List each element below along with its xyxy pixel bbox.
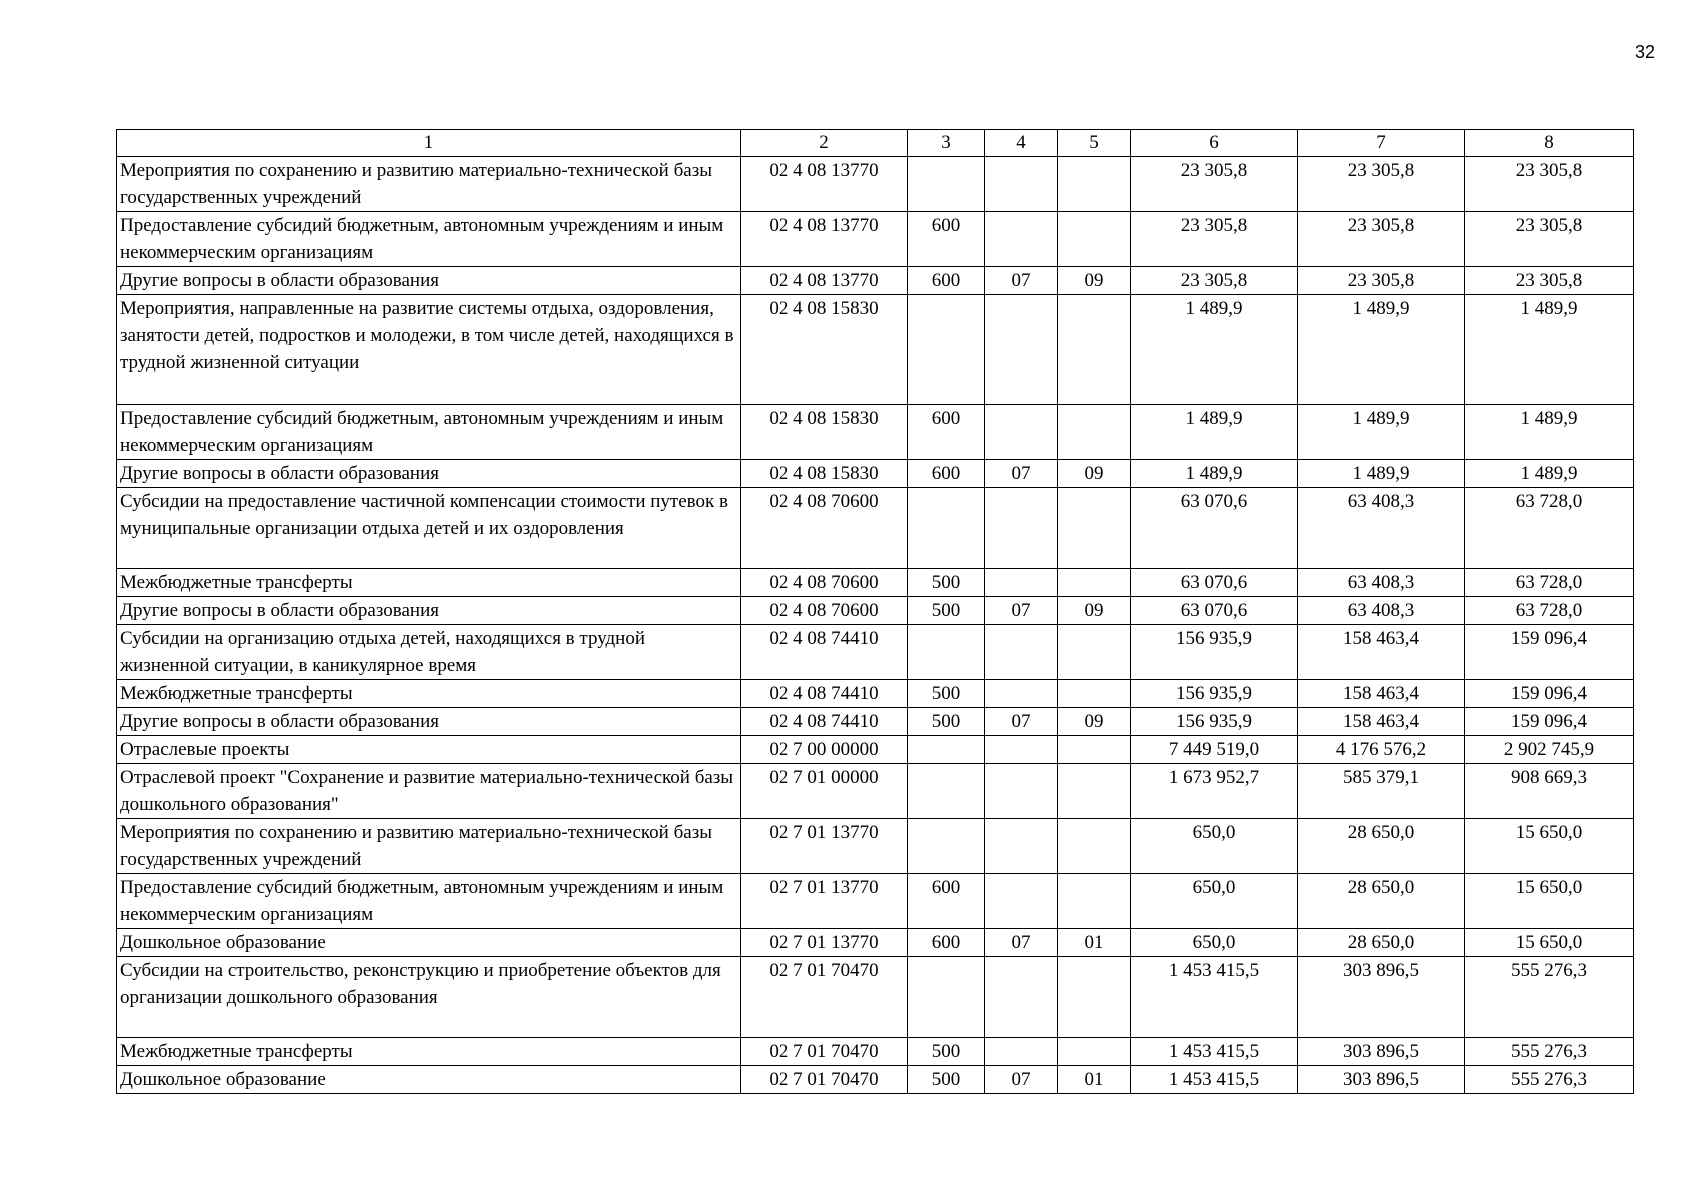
- table-row: [117, 1066, 1634, 1094]
- row-amount-col6: 23 305,8: [1131, 267, 1298, 295]
- row-subsection: 09: [1058, 460, 1131, 488]
- row-amount-col7: 28 650,0: [1298, 874, 1465, 929]
- row-amount-col8: 555 276,3: [1465, 1066, 1634, 1094]
- row-name: Другие вопросы в области образования: [117, 708, 741, 736]
- row-name: Субсидии на организацию отдыха детей, находящихся в трудной жизненной ситуации, в каникулярное время: [117, 625, 741, 680]
- row-expense-type: 600: [908, 874, 985, 929]
- row-section: [985, 1038, 1058, 1066]
- row-section: [985, 625, 1058, 680]
- row-amount-col7: 28 650,0: [1298, 929, 1465, 957]
- row-subsection: 01: [1058, 1066, 1131, 1094]
- row-subsection: [1058, 488, 1131, 569]
- row-code: 02 7 01 13770: [741, 819, 908, 874]
- row-section: [985, 295, 1058, 405]
- row-name: Другие вопросы в области образования: [117, 267, 741, 295]
- row-amount-col6: 156 935,9: [1131, 680, 1298, 708]
- row-amount-col8: 159 096,4: [1465, 625, 1634, 680]
- header-col-6: 6: [1131, 130, 1298, 157]
- row-code: 02 7 01 70470: [741, 1038, 908, 1066]
- row-amount-col8: 23 305,8: [1465, 157, 1634, 212]
- row-section: 07: [985, 929, 1058, 957]
- row-code: 02 7 01 70470: [741, 957, 908, 1038]
- row-expense-type: 600: [908, 267, 985, 295]
- row-amount-col8: 2 902 745,9: [1465, 736, 1634, 764]
- row-amount-col6: 1 489,9: [1131, 405, 1298, 460]
- table-row: [117, 597, 1634, 625]
- row-amount-col8: 63 728,0: [1465, 569, 1634, 597]
- table-row: [117, 625, 1634, 680]
- row-amount-col6: 63 070,6: [1131, 488, 1298, 569]
- table-header-row: [117, 130, 1634, 157]
- row-name: Другие вопросы в области образования: [117, 460, 741, 488]
- row-expense-type: [908, 957, 985, 1038]
- row-amount-col6: 650,0: [1131, 874, 1298, 929]
- row-subsection: 09: [1058, 708, 1131, 736]
- row-section: [985, 874, 1058, 929]
- row-amount-col6: 1 453 415,5: [1131, 957, 1298, 1038]
- row-amount-col7: 63 408,3: [1298, 597, 1465, 625]
- row-name: Предоставление субсидий бюджетным, автономным учреждениям и иным некоммерческим организациям: [117, 874, 741, 929]
- header-col-3: 3: [908, 130, 985, 157]
- row-section: [985, 212, 1058, 267]
- row-name: Межбюджетные трансферты: [117, 680, 741, 708]
- row-subsection: [1058, 680, 1131, 708]
- row-code: 02 4 08 15830: [741, 405, 908, 460]
- row-section: 07: [985, 1066, 1058, 1094]
- row-amount-col6: 1 489,9: [1131, 460, 1298, 488]
- row-code: 02 4 08 15830: [741, 295, 908, 405]
- row-expense-type: 500: [908, 1066, 985, 1094]
- row-subsection: 09: [1058, 267, 1131, 295]
- row-amount-col7: 585 379,1: [1298, 764, 1465, 819]
- header-col-4: 4: [985, 130, 1058, 157]
- row-expense-type: [908, 488, 985, 569]
- page-number: 32: [1634, 42, 1655, 62]
- row-amount-col7: 63 408,3: [1298, 488, 1465, 569]
- row-section: 07: [985, 460, 1058, 488]
- row-expense-type: [908, 764, 985, 819]
- table-row: [117, 157, 1634, 212]
- row-expense-type: 600: [908, 929, 985, 957]
- row-code: 02 4 08 13770: [741, 157, 908, 212]
- table-row: [117, 295, 1634, 405]
- row-amount-col6: 1 489,9: [1131, 295, 1298, 405]
- row-amount-col6: 1 673 952,7: [1131, 764, 1298, 819]
- row-name: Отраслевые проекты: [117, 736, 741, 764]
- row-amount-col7: 158 463,4: [1298, 708, 1465, 736]
- row-amount-col7: 158 463,4: [1298, 625, 1465, 680]
- row-name: Другие вопросы в области образования: [117, 597, 741, 625]
- row-section: 07: [985, 708, 1058, 736]
- row-section: [985, 488, 1058, 569]
- row-name: Отраслевой проект "Сохранение и развитие материально-технической базы дошкольного образования": [117, 764, 741, 819]
- row-code: 02 7 00 00000: [741, 736, 908, 764]
- row-expense-type: 500: [908, 569, 985, 597]
- row-amount-col7: 63 408,3: [1298, 569, 1465, 597]
- table-row: [117, 460, 1634, 488]
- row-expense-type: 600: [908, 460, 985, 488]
- row-subsection: [1058, 819, 1131, 874]
- header-col-5: 5: [1058, 130, 1131, 157]
- row-code: 02 4 08 13770: [741, 212, 908, 267]
- row-amount-col6: 156 935,9: [1131, 625, 1298, 680]
- row-name: Мероприятия по сохранению и развитию материально-технической базы государственных учреждений: [117, 157, 741, 212]
- row-code: 02 4 08 70600: [741, 597, 908, 625]
- row-section: [985, 736, 1058, 764]
- row-amount-col7: 1 489,9: [1298, 405, 1465, 460]
- row-amount-col8: 63 728,0: [1465, 488, 1634, 569]
- row-code: 02 4 08 74410: [741, 625, 908, 680]
- row-amount-col8: 63 728,0: [1465, 597, 1634, 625]
- table-row: [117, 929, 1634, 957]
- row-amount-col6: 63 070,6: [1131, 569, 1298, 597]
- table-row: [117, 874, 1634, 929]
- row-name: Дошкольное образование: [117, 1066, 741, 1094]
- row-expense-type: [908, 157, 985, 212]
- row-section: 07: [985, 597, 1058, 625]
- row-name: Дошкольное образование: [117, 929, 741, 957]
- row-subsection: [1058, 736, 1131, 764]
- row-expense-type: 600: [908, 405, 985, 460]
- row-amount-col7: 23 305,8: [1298, 157, 1465, 212]
- row-subsection: [1058, 569, 1131, 597]
- row-name: Межбюджетные трансферты: [117, 1038, 741, 1066]
- row-expense-type: 500: [908, 708, 985, 736]
- row-subsection: [1058, 1038, 1131, 1066]
- row-amount-col8: 23 305,8: [1465, 212, 1634, 267]
- row-amount-col8: 1 489,9: [1465, 405, 1634, 460]
- row-code: 02 4 08 15830: [741, 460, 908, 488]
- row-code: 02 4 08 74410: [741, 680, 908, 708]
- row-amount-col8: 555 276,3: [1465, 957, 1634, 1038]
- table-row: [117, 680, 1634, 708]
- row-amount-col7: 158 463,4: [1298, 680, 1465, 708]
- row-subsection: [1058, 405, 1131, 460]
- header-col-8: 8: [1465, 130, 1634, 157]
- row-code: 02 7 01 00000: [741, 764, 908, 819]
- table-row: [117, 267, 1634, 295]
- row-section: [985, 819, 1058, 874]
- table-row: [117, 736, 1634, 764]
- table-row: [117, 405, 1634, 460]
- table-row: [117, 1038, 1634, 1066]
- row-code: 02 7 01 13770: [741, 874, 908, 929]
- row-name: Мероприятия по сохранению и развитию материально-технической базы государственных учреждений: [117, 819, 741, 874]
- row-section: [985, 405, 1058, 460]
- row-name: Предоставление субсидий бюджетным, автономным учреждениям и иным некоммерческим организациям: [117, 405, 741, 460]
- row-amount-col7: 303 896,5: [1298, 957, 1465, 1038]
- row-amount-col8: 555 276,3: [1465, 1038, 1634, 1066]
- row-expense-type: 600: [908, 212, 985, 267]
- row-amount-col8: 1 489,9: [1465, 460, 1634, 488]
- row-code: 02 4 08 13770: [741, 267, 908, 295]
- row-amount-col7: 303 896,5: [1298, 1066, 1465, 1094]
- row-subsection: [1058, 957, 1131, 1038]
- row-section: [985, 569, 1058, 597]
- table-row: [117, 488, 1634, 569]
- row-amount-col8: 908 669,3: [1465, 764, 1634, 819]
- row-amount-col7: 1 489,9: [1298, 295, 1465, 405]
- row-section: 07: [985, 267, 1058, 295]
- row-subsection: [1058, 874, 1131, 929]
- header-col-7: 7: [1298, 130, 1465, 157]
- row-amount-col8: 23 305,8: [1465, 267, 1634, 295]
- row-expense-type: [908, 295, 985, 405]
- row-amount-col7: 28 650,0: [1298, 819, 1465, 874]
- row-amount-col6: 7 449 519,0: [1131, 736, 1298, 764]
- row-code: 02 7 01 13770: [741, 929, 908, 957]
- row-amount-col7: 23 305,8: [1298, 267, 1465, 295]
- row-expense-type: [908, 625, 985, 680]
- row-amount-col8: 159 096,4: [1465, 708, 1634, 736]
- header-col-2: 2: [741, 130, 908, 157]
- row-section: [985, 680, 1058, 708]
- row-section: [985, 157, 1058, 212]
- table-row: [117, 764, 1634, 819]
- row-amount-col6: 23 305,8: [1131, 212, 1298, 267]
- row-subsection: [1058, 625, 1131, 680]
- row-amount-col6: 650,0: [1131, 819, 1298, 874]
- row-code: 02 4 08 70600: [741, 569, 908, 597]
- row-expense-type: 500: [908, 1038, 985, 1066]
- row-amount-col7: 4 176 576,2: [1298, 736, 1465, 764]
- row-name: Субсидии на строительство, реконструкцию и приобретение объектов для организации дошкольного образования: [117, 957, 741, 1038]
- row-name: Межбюджетные трансферты: [117, 569, 741, 597]
- row-code: 02 4 08 70600: [741, 488, 908, 569]
- row-amount-col8: 1 489,9: [1465, 295, 1634, 405]
- row-subsection: [1058, 212, 1131, 267]
- row-section: [985, 957, 1058, 1038]
- row-code: 02 7 01 70470: [741, 1066, 908, 1094]
- row-amount-col6: 650,0: [1131, 929, 1298, 957]
- row-name: Мероприятия, направленные на развитие системы отдыха, оздоровления, занятости детей, подростков и молодежи, в том числе детей, находящихся в трудной жизненной ситуации: [117, 295, 741, 405]
- table-row: [117, 708, 1634, 736]
- row-amount-col7: 23 305,8: [1298, 212, 1465, 267]
- row-amount-col8: 15 650,0: [1465, 874, 1634, 929]
- row-subsection: 01: [1058, 929, 1131, 957]
- row-name: Предоставление субсидий бюджетным, автономным учреждениям и иным некоммерческим организациям: [117, 212, 741, 267]
- row-amount-col7: 1 489,9: [1298, 460, 1465, 488]
- table-row: [117, 212, 1634, 267]
- row-expense-type: [908, 819, 985, 874]
- row-amount-col6: 156 935,9: [1131, 708, 1298, 736]
- budget-table: [116, 129, 1634, 1094]
- row-amount-col8: 159 096,4: [1465, 680, 1634, 708]
- table-row: [117, 569, 1634, 597]
- row-subsection: [1058, 157, 1131, 212]
- header-col-1: 1: [117, 130, 741, 157]
- row-subsection: 09: [1058, 597, 1131, 625]
- row-expense-type: 500: [908, 680, 985, 708]
- row-section: [985, 764, 1058, 819]
- row-name: Субсидии на предоставление частичной компенсации стоимости путевок в муниципальные организации отдыха детей и их оздоровления: [117, 488, 741, 569]
- row-amount-col6: 1 453 415,5: [1131, 1066, 1298, 1094]
- row-code: 02 4 08 74410: [741, 708, 908, 736]
- row-expense-type: 500: [908, 597, 985, 625]
- row-amount-col8: 15 650,0: [1465, 819, 1634, 874]
- row-amount-col6: 23 305,8: [1131, 157, 1298, 212]
- row-amount-col7: 303 896,5: [1298, 1038, 1465, 1066]
- row-subsection: [1058, 764, 1131, 819]
- table-row: [117, 957, 1634, 1038]
- row-amount-col6: 63 070,6: [1131, 597, 1298, 625]
- row-amount-col6: 1 453 415,5: [1131, 1038, 1298, 1066]
- row-amount-col8: 15 650,0: [1465, 929, 1634, 957]
- row-expense-type: [908, 736, 985, 764]
- row-subsection: [1058, 295, 1131, 405]
- table-row: [117, 819, 1634, 874]
